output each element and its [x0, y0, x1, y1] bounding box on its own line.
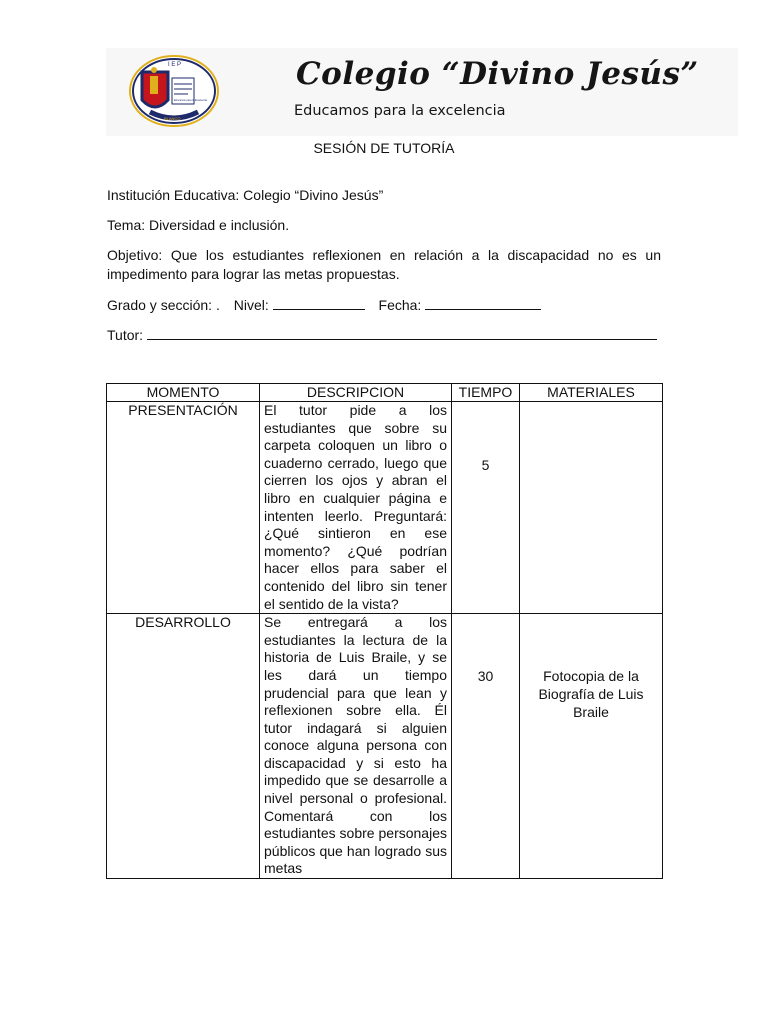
table-header-row — [107, 384, 663, 402]
school-header — [106, 48, 738, 136]
header-tiempo: TIEMPO — [452, 384, 520, 402]
tutor-blank[interactable] — [147, 326, 657, 340]
header-materiales: MATERIALES — [520, 384, 663, 402]
row-materiales: Fotocopia de la Biografía de Luis Braile — [520, 614, 663, 879]
logo-ribbon-text: Educamos para la Excelencia — [174, 99, 207, 102]
row-momento: PRESENTACIÓN — [107, 402, 260, 614]
table-row — [107, 614, 663, 879]
document-title: SESIÓN DE TUTORÍA — [313, 140, 455, 156]
school-name: Colegio “Divino Jesús” — [296, 56, 699, 92]
logo-bottom-text: BLANCO — [164, 116, 181, 121]
date-blank[interactable] — [425, 296, 541, 310]
tutor-line — [107, 326, 661, 345]
topic-line: Tema: Diversidad e inclusión. — [107, 217, 290, 233]
logo-letters: I E P — [168, 62, 182, 68]
level-label: Nivel: — [233, 297, 269, 313]
objective-paragraph: Objetivo: Que los estudiantes reflexionen en relación a la discapacidad no es un impedimento para lograr las metas propuestas. — [107, 247, 661, 282]
school-logo — [128, 54, 220, 128]
grade-label: Grado y sección: . — [107, 297, 220, 313]
row-descripcion: Se entregará a los estudiantes la lectura de la historia de Luis Braile, y se les dará un tiempo prudencial para que lean y reflexionen sobre ella. Él tutor indagará si alguien conoce alguna persona con discapacidad y si esto ha impedido que se desarrolle a nivel personal o profesional. Comentará con los estudiantes sobre personajes públicos que han logrado sus metas — [260, 614, 452, 879]
row-descripcion: El tutor pide a los estudiantes que sobre su carpeta coloquen un libro o cuaderno cerrado, luego que cierren los ojos y abran el libro en cualquier página e intenten leerlo. Preguntará: ¿Qué sintieron en ese momento? ¿Qué podrían hacer ellos para saber el contenido del libro sin tener el sentido de la vista? — [260, 402, 452, 614]
school-slogan: Educamos para la excelencia — [294, 103, 506, 119]
header-descripcion: DESCRIPCION — [260, 384, 452, 402]
row-materiales — [520, 402, 663, 614]
row-tiempo: 5 — [452, 402, 520, 614]
level-blank[interactable] — [273, 296, 365, 310]
table-row — [107, 402, 663, 614]
grade-level-date-line — [107, 296, 661, 315]
header-momento: MOMENTO — [107, 384, 260, 402]
tutoring-session-table — [106, 383, 663, 879]
institution-line: Institución Educativa: Colegio “Divino Jesús” — [107, 187, 384, 203]
row-tiempo: 30 — [452, 614, 520, 879]
tutor-label: Tutor: — [107, 327, 144, 343]
row-momento: DESARROLLO — [107, 614, 260, 879]
date-label: Fecha: — [378, 297, 422, 313]
